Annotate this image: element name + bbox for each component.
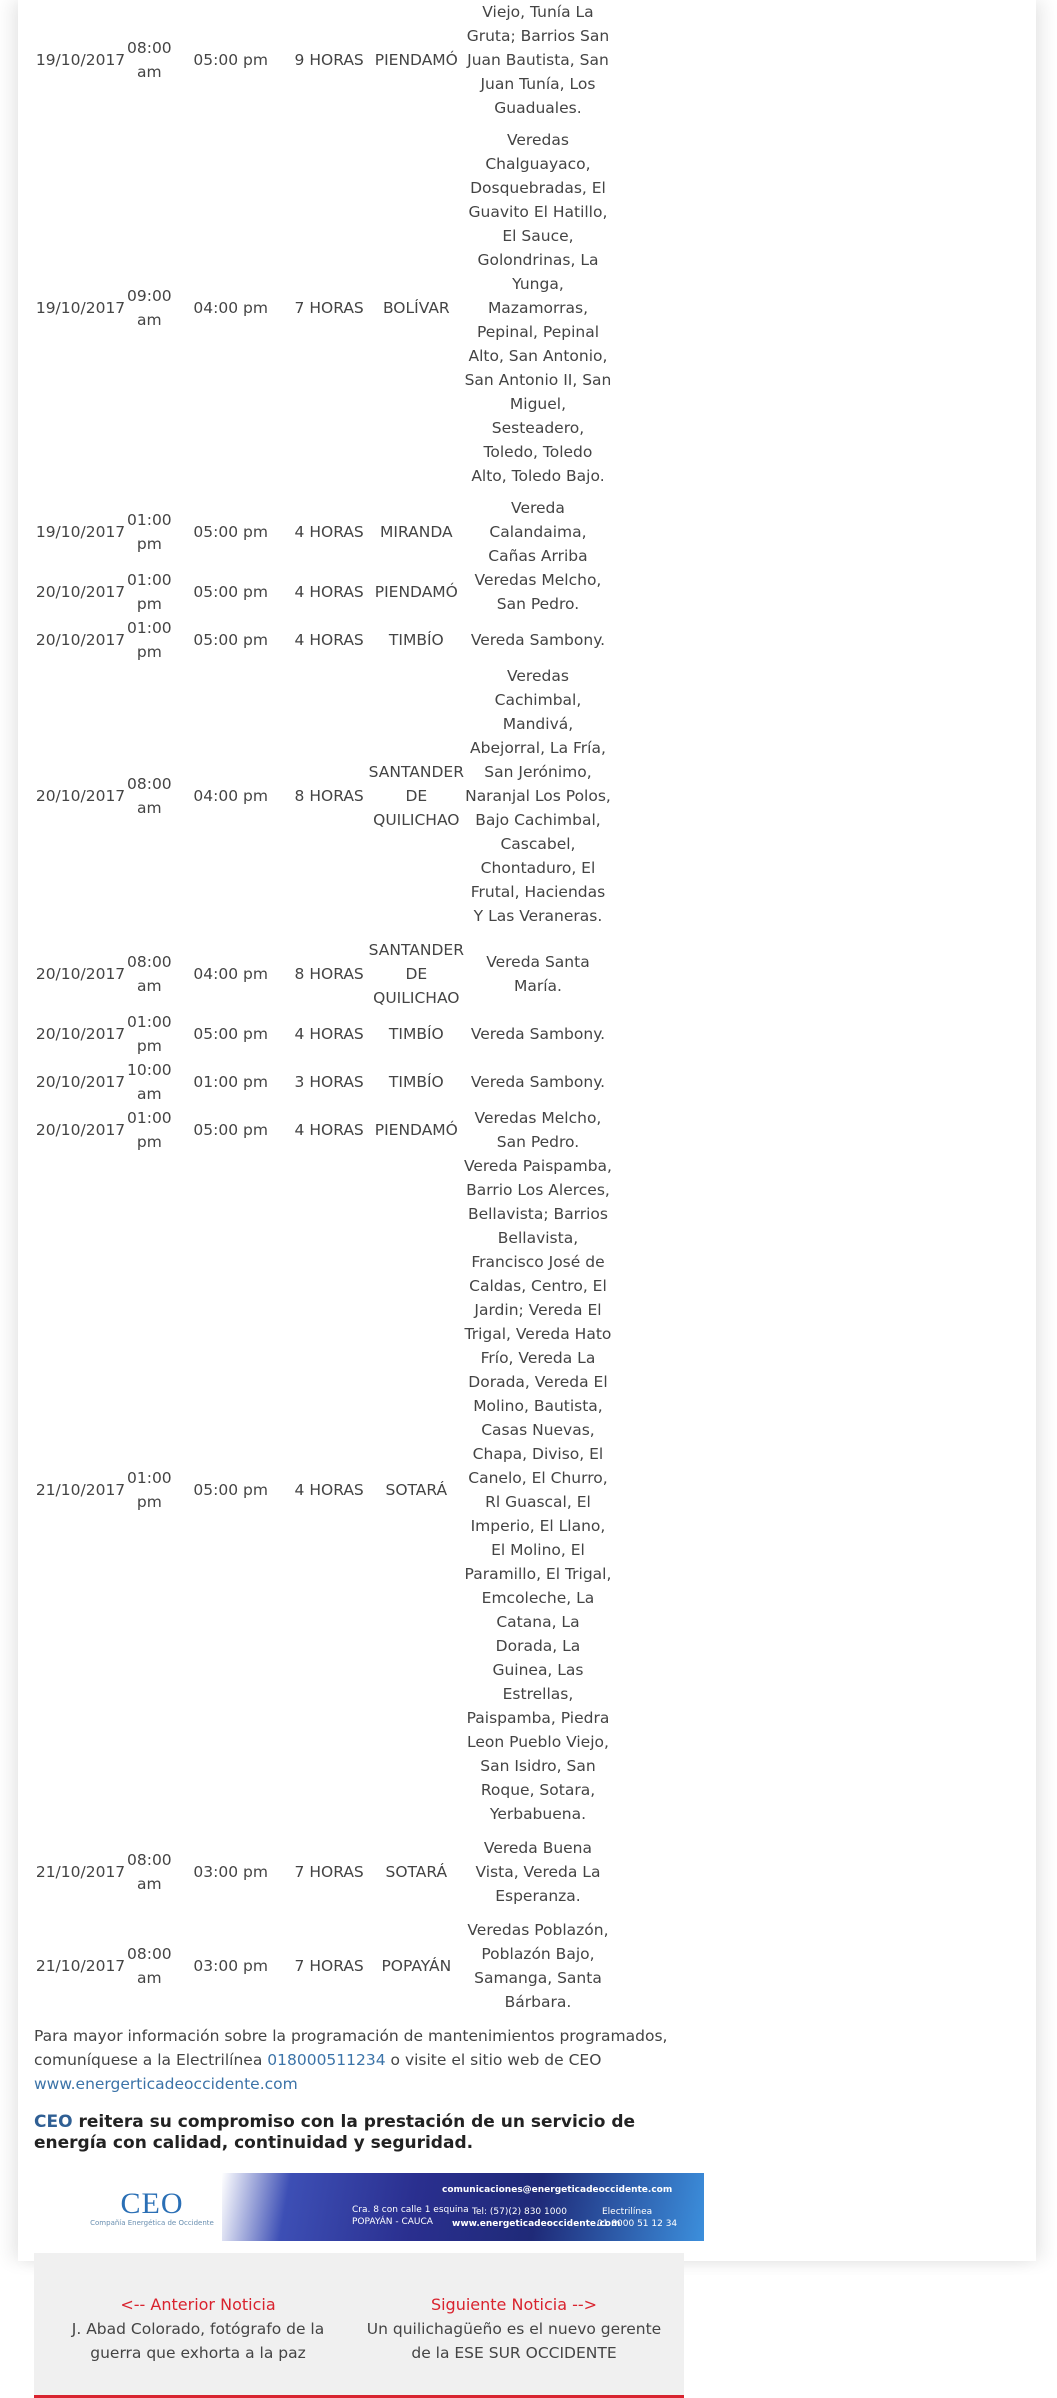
row-duration: 7 HORAS <box>294 1863 364 1881</box>
row-duration: 4 HORAS <box>294 583 364 601</box>
row-sectors: Vereda Sambony. <box>470 1025 606 1043</box>
row-municipality: SANTANDER DE QUILICHAO <box>368 763 464 829</box>
schedule-row <box>34 568 612 616</box>
row-start-time: 08:00 am <box>127 953 172 995</box>
row-end-time: 05:00 pm <box>193 1481 268 1499</box>
banner-electrilinea-number: 01 8000 51 12 34 <box>597 2218 678 2229</box>
row-end-time: 03:00 pm <box>193 1957 268 1975</box>
row-start-time: 08:00 am <box>127 1945 172 1987</box>
row-end-time: 04:00 pm <box>193 965 268 983</box>
schedule-row <box>34 128 612 496</box>
row-municipality: POPAYÁN <box>381 1957 452 1975</box>
row-municipality: PIENDAMÓ <box>374 51 458 69</box>
banner-email: comunicaciones@energeticadeoccidente.com <box>442 2184 673 2195</box>
schedule-row <box>34 616 612 664</box>
row-start-time: 01:00 pm <box>127 619 172 661</box>
commitment-text: reitera su compromiso con la prestación de un servicio de energía con calidad, continuidad y seguridad. <box>34 2111 636 2153</box>
ceo-logo-subtitle: Compañía Energética de Occidente <box>90 2218 214 2227</box>
row-sectors: Vereda Buena Vista, Vereda La Esperanza. <box>475 1839 601 1905</box>
row-end-time: 04:00 pm <box>193 787 268 805</box>
row-municipality: TIMBÍO <box>388 1073 444 1091</box>
row-sectors: Veredas Poblazón, Poblazón Bajo, Samanga, Santa Bárbara. <box>467 1921 609 2011</box>
row-date: 20/10/2017 <box>35 787 126 805</box>
row-sectors: Vereda Sambony. <box>470 631 606 649</box>
ceo-logo <box>82 2171 222 2243</box>
next-post-label: Siguiente Noticia --> <box>430 2294 598 2314</box>
row-start-time: 10:00 am <box>127 1061 172 1103</box>
row-end-time: 05:00 pm <box>193 631 268 649</box>
row-sectors: Vereda Calandaima, Cañas Arriba <box>488 499 588 565</box>
row-start-time: 01:00 pm <box>127 1469 172 1511</box>
row-date: 20/10/2017 <box>35 1025 126 1043</box>
row-date: 21/10/2017 <box>35 1481 126 1499</box>
row-date: 19/10/2017 <box>35 51 126 69</box>
commitment-statement <box>34 2112 684 2154</box>
row-duration: 4 HORAS <box>294 1025 364 1043</box>
row-start-time: 01:00 pm <box>127 511 172 553</box>
banner-electrilinea-label: Electrilínea <box>602 2206 653 2217</box>
row-date: 20/10/2017 <box>35 631 126 649</box>
row-municipality: PIENDAMÓ <box>374 583 458 601</box>
row-date: 20/10/2017 <box>35 965 126 983</box>
row-sectors: Veredas Melcho, San Pedro. <box>474 571 602 613</box>
row-start-time: 08:00 am <box>127 775 172 817</box>
row-start-time: 09:00 am <box>127 287 172 329</box>
banner-address-line-1: Cra. 8 con calle 1 esquina <box>352 2204 469 2215</box>
row-end-time: 03:00 pm <box>193 1863 268 1881</box>
row-end-time: 05:00 pm <box>193 1121 268 1139</box>
contact-text-2: o visite el sitio web de CEO <box>385 2051 602 2069</box>
schedule-row <box>34 0 612 128</box>
row-date: 20/10/2017 <box>35 1073 126 1091</box>
schedule-row <box>34 1918 612 2014</box>
maintenance-schedule-table <box>34 0 612 2014</box>
row-end-time: 05:00 pm <box>193 583 268 601</box>
row-duration: 3 HORAS <box>294 1073 364 1091</box>
row-sectors: Vereda Sambony. <box>470 1073 606 1091</box>
next-post-title: Un quilichagüeño es el nuevo gerente de la ESE SUR OCCIDENTE <box>366 2319 662 2362</box>
row-duration: 4 HORAS <box>294 1481 364 1499</box>
row-duration: 7 HORAS <box>294 1957 364 1975</box>
row-municipality: TIMBÍO <box>388 631 444 649</box>
schedule-row <box>34 664 612 938</box>
schedule-row <box>34 1106 612 1154</box>
row-end-time: 04:00 pm <box>193 299 268 317</box>
row-end-time: 01:00 pm <box>193 1073 268 1091</box>
row-duration: 4 HORAS <box>294 523 364 541</box>
schedule-row <box>34 1836 612 1918</box>
row-municipality: BOLÍVAR <box>382 299 450 317</box>
ceo-banner <box>82 2171 704 2243</box>
row-date: 21/10/2017 <box>35 1957 126 1975</box>
row-municipality: TIMBÍO <box>388 1025 444 1043</box>
next-post-link[interactable] <box>359 2293 669 2365</box>
schedule-row <box>34 938 612 1010</box>
row-start-time: 01:00 pm <box>127 571 172 613</box>
row-municipality: SOTARÁ <box>385 1863 448 1881</box>
row-end-time: 05:00 pm <box>193 1025 268 1043</box>
row-sectors: Veredas Chalguayaco, Dosquebradas, El Guavito El Hatillo, El Sauce, Golondrinas, La Yunga, Mazamorras, Pepinal, Pepinal Alto, San Antonio, San Antonio II, San Miguel, Sesteadero, Toledo, Toledo Alto, Toledo Bajo. <box>464 131 612 485</box>
row-date: 20/10/2017 <box>35 1121 126 1139</box>
row-sectors: Viejo, Tunía La Gruta; Barrios San Juan Bautista, San Juan Tunía, Los Guaduales. <box>466 3 610 117</box>
schedule-row <box>34 1010 612 1058</box>
row-duration: 8 HORAS <box>294 787 364 805</box>
ceo-logo-text: CEO <box>120 2186 184 2220</box>
row-date: 19/10/2017 <box>35 299 126 317</box>
row-start-time: 08:00 am <box>127 1851 172 1893</box>
row-date: 20/10/2017 <box>35 583 126 601</box>
row-municipality: MIRANDA <box>380 523 453 541</box>
row-end-time: 05:00 pm <box>193 523 268 541</box>
banner-contact-band <box>222 2173 704 2241</box>
contact-text: Para mayor información sobre la programación de mantenimientos programados, comuníquese a la Electrilínea <box>34 2027 668 2069</box>
schedule-row <box>34 1154 612 1836</box>
post-navigation <box>34 2253 684 2398</box>
schedule-row <box>34 1058 612 1106</box>
banner-website: www.energeticadeoccidente.com <box>452 2218 621 2229</box>
website-link[interactable]: www.energerticadeoccidente.com <box>34 2075 298 2093</box>
row-date: 19/10/2017 <box>35 523 126 541</box>
row-duration: 4 HORAS <box>294 1121 364 1139</box>
banner-address-line-2: POPAYÁN - CAUCA <box>352 2216 433 2227</box>
row-duration: 9 HORAS <box>294 51 364 69</box>
row-sectors: Vereda Santa María. <box>486 953 590 995</box>
previous-post-title: J. Abad Colorado, fotógrafo de la guerra que exhorta a la paz <box>71 2319 325 2362</box>
row-municipality: SANTANDER DE QUILICHAO <box>368 941 464 1007</box>
article-content <box>34 0 684 2398</box>
row-sectors: Veredas Melcho, San Pedro. <box>474 1109 602 1151</box>
schedule-body <box>34 0 612 2014</box>
row-duration: 8 HORAS <box>294 965 364 983</box>
row-duration: 7 HORAS <box>294 299 364 317</box>
row-start-time: 08:00 am <box>127 39 172 81</box>
row-municipality: SOTARÁ <box>385 1481 448 1499</box>
row-sectors: Vereda Paispamba, Barrio Los Alerces, Bellavista; Barrios Bellavista, Francisco José de Caldas, Centro, El Jardin; Vereda El Trigal, Vereda Hato Frío, Vereda La Dorada, Vereda El Molino, Bautista, Casas Nuevas, Chapa, Diviso, El Canelo, El Churro, Rl Guascal, El Imperio, El Llano, El Molino, El Paramillo, El Trigal, Emcoleche, La Catana, La Dorada, La Guinea, Las Estrellas, Paispamba, Piedra Leon Pueblo Viejo, San Isidro, San Roque, Sotara, Yerbabuena. <box>463 1157 612 1823</box>
row-date: 21/10/2017 <box>35 1863 126 1881</box>
row-start-time: 01:00 pm <box>127 1013 172 1055</box>
ceo-brand: CEO <box>34 2111 73 2132</box>
banner-telephone: Tel: (57)(2) 830 1000 <box>472 2206 567 2217</box>
previous-post-link[interactable] <box>58 2293 338 2365</box>
electrilinea-phone-link[interactable]: 018000511234 <box>267 2051 386 2069</box>
row-municipality: PIENDAMÓ <box>374 1121 458 1139</box>
row-start-time: 01:00 pm <box>127 1109 172 1151</box>
previous-post-label: <-- Anterior Noticia <box>120 2294 276 2314</box>
schedule-row <box>34 496 612 568</box>
row-sectors: Veredas Cachimbal, Mandivá, Abejorral, La Fría, San Jerónimo, Naranjal Los Polos, Bajo Cachimbal, Cascabel, Chontaduro, El Frutal, Haciendas Y Las Veraneras. <box>465 667 611 925</box>
row-duration: 4 HORAS <box>294 631 364 649</box>
contact-info <box>34 2024 684 2096</box>
row-end-time: 05:00 pm <box>193 51 268 69</box>
